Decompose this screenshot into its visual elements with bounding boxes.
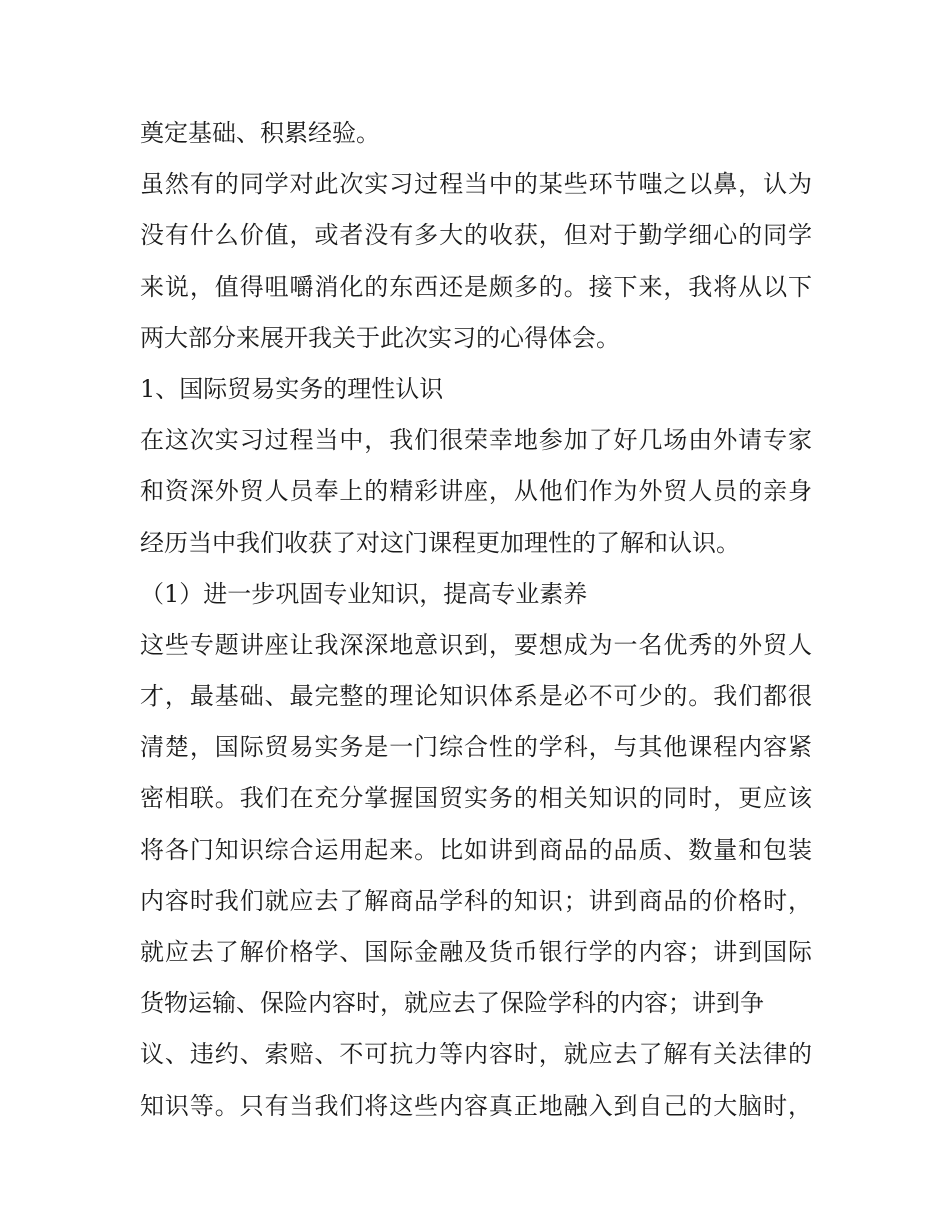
text-line: 才，最基础、最完整的理论知识体系是必不可少的。我们都很 (140, 682, 812, 711)
subsection-heading: （1）进一步巩固专业知识，提高专业素养 (140, 579, 588, 608)
text-line: 来说，值得咀嚼消化的东西还是颇多的。接下来，我将从以下 (140, 272, 812, 301)
text-line: 在这次实习过程当中，我们很荣幸地参加了好几场由外请专家 (140, 426, 812, 455)
text-line: 密相联。我们在充分掌握国贸实务的相关知识的同时，更应该 (140, 784, 812, 813)
text-line: 知识等。只有当我们将这些内容真正地融入到自己的大脑时， (140, 1091, 812, 1120)
text-line: 这些专题讲座让我深深地意识到，要想成为一名优秀的外贸人 (140, 630, 812, 659)
text-line: 经历当中我们收获了对这门课程更加理性的了解和认识。 (140, 528, 740, 557)
text-line: 两大部分来展开我关于此次实习的心得体会。 (140, 323, 620, 352)
text-line: 虽然有的同学对此次实习过程当中的某些环节嗤之以鼻，认为 (140, 170, 812, 199)
text-line: 奠定基础、积累经验。 (140, 119, 380, 147)
text-line: 议、违约、索赔、不可抗力等内容时，就应去了解有关法律的 (140, 1040, 812, 1069)
text-line: 将各门知识综合运用起来。比如讲到商品的品质、数量和包装 (140, 835, 812, 864)
text-line: 货物运输、保险内容时，就应去了保险学科的内容；讲到争 (140, 989, 764, 1018)
text-line: 就应去了解价格学、国际金融及货币银行学的内容；讲到国际 (140, 938, 812, 966)
body-text (140, 108, 812, 1132)
text-line: 和资深外贸人员奉上的精彩讲座，从他们作为外贸人员的亲身 (140, 477, 812, 506)
section-heading: 1、国际贸易实务的理性认识 (140, 374, 444, 403)
text-line: 清楚，国际贸易实务是一门综合性的学科，与其他课程内容紧 (140, 733, 812, 762)
text-line: 内容时我们就应去了解商品学科的知识；讲到商品的价格时， (140, 886, 812, 915)
text-line: 没有什么价值，或者没有多大的收获，但对于勤学细心的同学 (140, 221, 812, 250)
